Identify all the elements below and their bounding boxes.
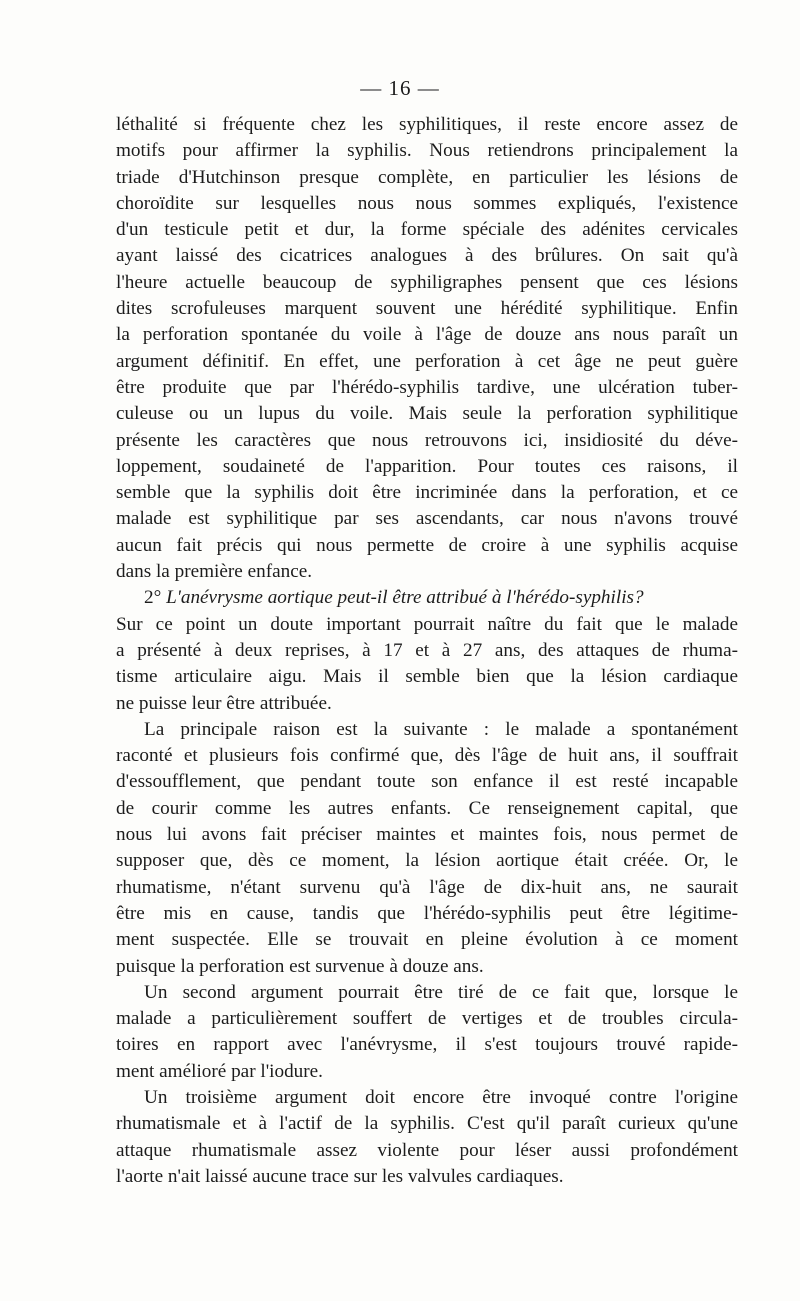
text-line: Un troisième argument doit encore être invoqué contre l'origine [144,1086,738,1108]
heading-title: L'anévrysme aortique peut-il être attribué à l'hérédo-syphilis? [166,587,644,609]
paragraph-1 [116,112,738,585]
text-line: supposer que, dès ce moment, la lésion aortique était créée. Or, le [116,850,738,872]
text-line: a présenté à deux reprises, à 17 et à 27 ans, des attaques de rhuma- [116,639,738,661]
text-line: argument définitif. En effet, une perforation à cet âge ne peut guère [116,350,738,372]
text-line: dites scrofuleuses marquent souvent une hérédité syphilitique. Enfin [116,298,738,320]
text-line: aucun fait précis qui nous permette de croire à une syphilis acquise [116,534,738,556]
text-line: loppement, soudaineté de l'apparition. Pour toutes ces raisons, il [116,455,738,477]
text-line: d'essoufflement, que pendant toute son enfance il est resté incapable [116,771,738,793]
text-line: dans la première enfance. [116,561,313,583]
text-line: être produite que par l'hérédo-syphilis tardive, une ulcération tuber- [116,376,738,398]
text-line: léthalité si fréquente chez les syphilitiques, il reste encore assez de [116,114,738,135]
text-line: d'un testicule petit et dur, la forme spéciale des adénites cervicales [116,219,738,241]
text-line: l'heure actuelle beaucoup de syphiligraphes pensent que ces lésions [116,271,738,293]
text-line: de courir comme les autres enfants. Ce renseignement capital, que [116,797,738,819]
text-line: rhumatismale et à l'actif de la syphilis. C'est qu'il paraît curieux qu'une [116,1113,738,1135]
body-text [116,112,738,1190]
text-line: culeuse ou un lupus du voile. Mais seule la perforation syphilitique [116,403,738,425]
text-line: tisme articulaire aigu. Mais il semble bien que la lésion cardiaque [116,666,738,688]
text-line: ment amélioré par l'iodure. [116,1060,323,1082]
text-line: ment suspectée. Elle se trouvait en pleine évolution à ce moment [116,929,738,951]
section-heading [116,585,738,611]
text-line: rhumatisme, n'étant survenu qu'à l'âge de dix-huit ans, ne saurait [116,876,738,898]
text-line: être mis en cause, tandis que l'hérédo-syphilis peut être légitime- [116,902,738,924]
text-line: semble que la syphilis doit être incriminée dans la perforation, et ce [116,482,738,504]
paragraph-5 [116,1085,738,1190]
text-line: choroïdite sur lesquelles nous nous sommes expliqués, l'existence [116,192,738,214]
paragraph-3 [116,717,738,980]
paragraph-4 [116,980,738,1085]
text-line: Un second argument pourrait être tiré de ce fait que, lorsque le [144,981,738,1003]
text-line: malade est syphilitique par ses ascendants, car nous n'avons trouvé [116,508,738,530]
text-line: présente les caractères que nous retrouvons ici, insidiosité du déve- [116,429,738,451]
text-line: la perforation spontanée du voile à l'âge de douze ans nous paraît un [116,324,738,346]
text-line: nous lui avons fait préciser maintes et maintes fois, nous permet de [116,824,738,846]
text-line: toires en rapport avec l'anévrysme, il s'est toujours trouvé rapide- [116,1034,738,1056]
text-line: Sur ce point un doute important pourrait naître du fait que le malade [116,613,738,635]
text-line: triade d'Hutchinson presque complète, en particulier les lésions de [116,166,738,188]
text-line: puisque la perforation est survenue à douze ans. [116,955,484,977]
text-line: motifs pour affirmer la syphilis. Nous retiendrons principalement la [116,140,738,162]
text-line: La principale raison est la suivante : le malade a spontanément [144,718,738,740]
paragraph-2 [116,585,738,716]
text-line: ne puisse leur être attribuée. [116,692,332,714]
text-line: malade a particulièrement souffert de vertiges et de troubles circula- [116,1008,738,1030]
text-line: raconté et plusieurs fois confirmé que, dès l'âge de huit ans, il souffrait [116,745,738,767]
heading-number: 2° [144,587,167,609]
text-line: attaque rhumatismale assez violente pour léser aussi profondément [116,1139,738,1161]
page-number: — 16 — [360,76,440,100]
text-line: ayant laissé des cicatrices analogues à des brûlures. On sait qu'à [116,245,738,267]
text-line: l'aorte n'ait laissé aucune trace sur les valvules cardiaques. [116,1165,564,1187]
